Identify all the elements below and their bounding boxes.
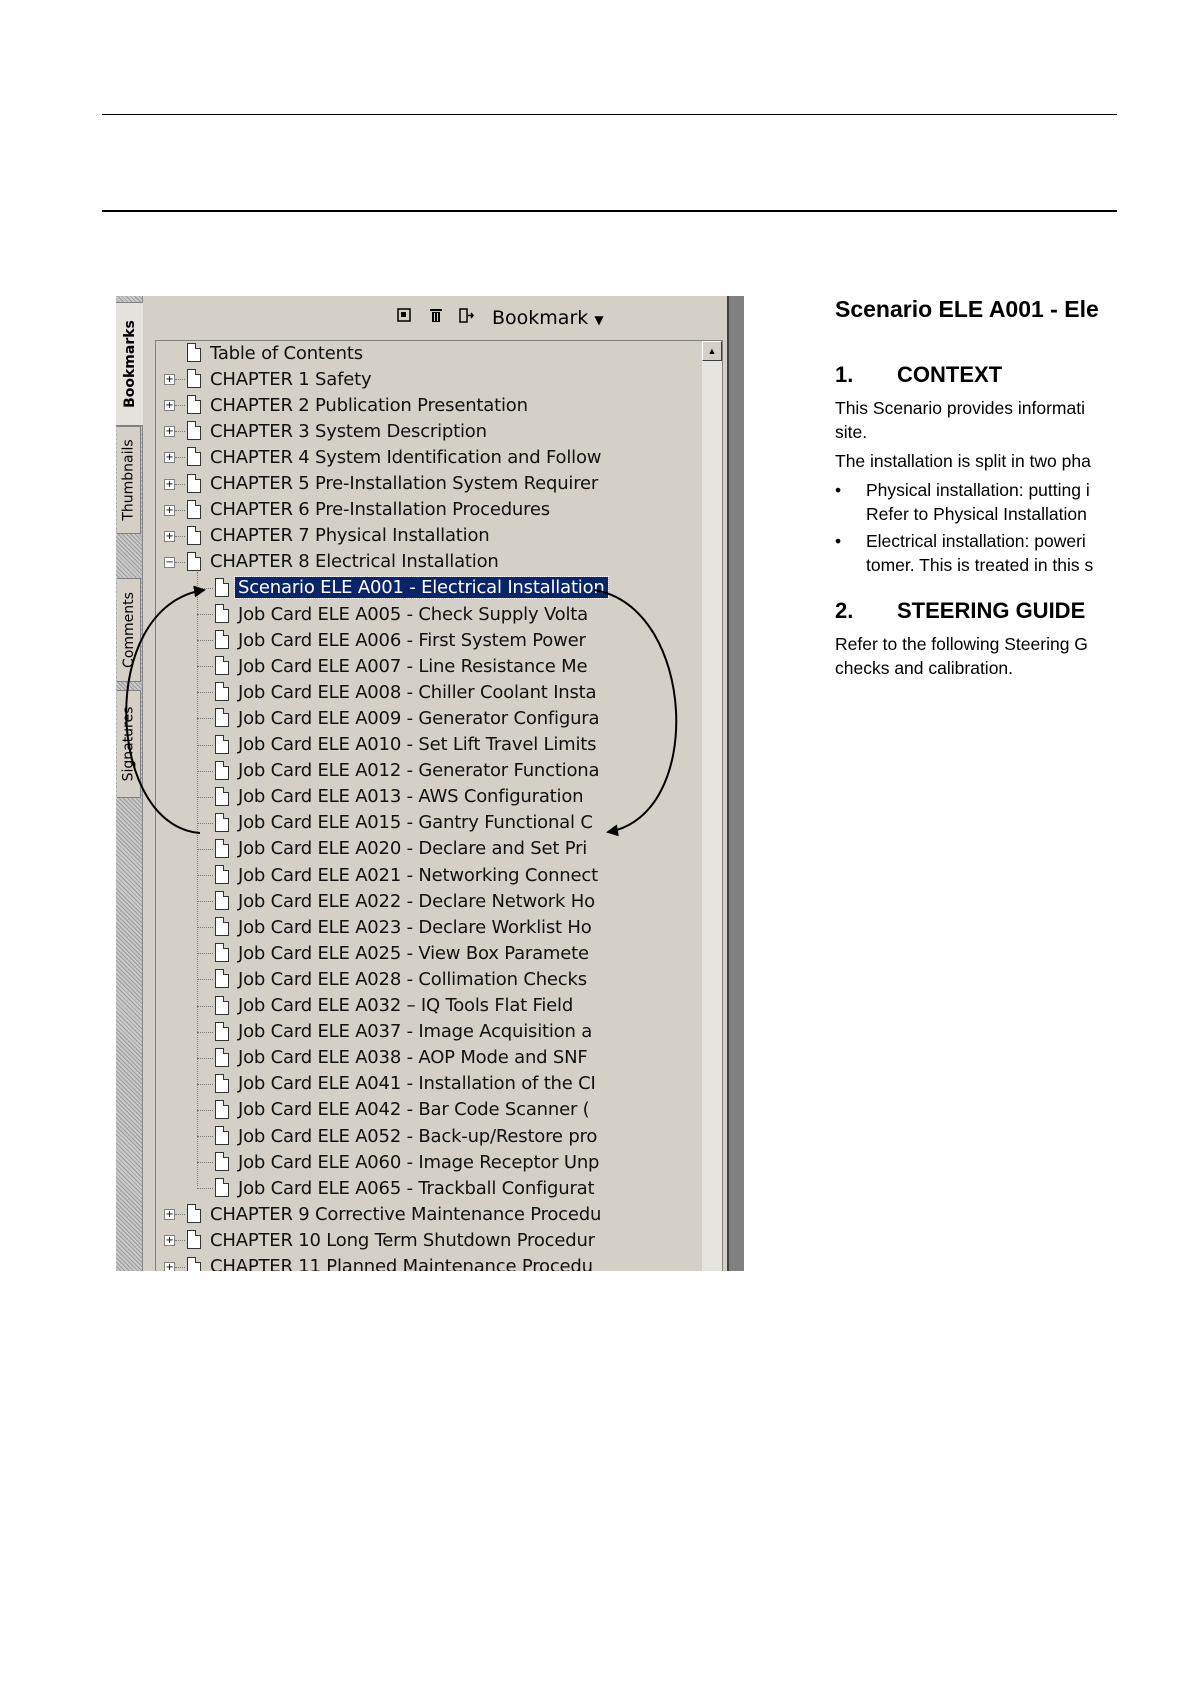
expand-icon[interactable]: + [165,426,174,438]
bookmark-label: Job Card ELE A065 - Trackball Configurat [238,1177,595,1199]
page-icon [215,996,229,1015]
tree-connector [197,1110,213,1111]
page-icon [215,865,229,884]
tree-connector [197,771,213,772]
expand-icon[interactable]: + [165,400,174,412]
collapse-icon[interactable]: − [165,556,174,568]
bookmark-child-item[interactable] [156,654,701,678]
tree-connector [175,1240,185,1241]
tree-connector [197,1058,213,1059]
tree-connector [175,431,185,432]
bookmark-label: Job Card ELE A037 - Image Acquisition a [238,1021,593,1043]
bookmark-child-item[interactable] [156,1098,701,1122]
page-icon [215,1152,229,1171]
bookmark-child-item[interactable] [156,837,701,861]
bookmark-item[interactable] [156,1202,701,1226]
bookmark-label: Job Card ELE A012 - Generator Functiona [238,760,600,782]
expand-icon[interactable]: + [165,374,174,386]
bookmark-child-item[interactable] [156,785,701,809]
page-icon [215,839,229,858]
tree-connector [175,1267,185,1268]
page-icon [187,1230,201,1249]
page-icon [215,969,229,988]
bookmark-label: Job Card ELE A009 - Generator Configura [238,707,600,729]
page-icon [215,1022,229,1041]
bookmark-label: Job Card ELE A010 - Set Lift Travel Limits [238,734,597,755]
page-icon [187,343,201,362]
expand-icon[interactable]: + [165,478,174,490]
page-icon [215,1126,229,1145]
expand-bookmark-icon[interactable] [459,308,475,324]
bookmark-item[interactable] [156,1228,701,1252]
tree-connector [197,745,213,746]
page-icon [187,500,201,519]
bookmark-label: CHAPTER 11 Planned Maintenance Procedu [210,1256,593,1271]
tree-connector [197,588,213,589]
document-preview: Scenario ELE A001 - Ele 1. CONTEXT This Scenario provides informati site. The installation is split in two pha • Physical installation: putting i Refer to Physical Installation • Electrical installation: poweri tomer. This is treated in this s 2. STEERING GUIDE Refer to the following Steering G checks and calibration. [835,296,1099,678]
bookmark-child-item[interactable] [156,706,701,730]
bookmark-child-item[interactable] [156,941,701,965]
bookmark-label: Job Card ELE A013 - AWS Configuration [238,786,584,808]
bookmark-item[interactable] [156,367,701,391]
page-icon [187,421,201,440]
bookmark-label: Table of Contents [210,342,363,364]
bookmark-item[interactable] [156,393,701,417]
bookmark-label: Job Card ELE A008 - Chiller Coolant Insta [238,681,597,703]
bookmarks-panel-screenshot [116,296,744,1271]
tab-signatures[interactable]: Signatures [117,690,141,798]
tree-connector [175,562,185,563]
page-icon [187,1204,201,1223]
section-heading-context: 1. CONTEXT [835,362,1003,387]
bookmark-item[interactable] [156,524,701,548]
page-icon [215,1048,229,1067]
page-icon [215,813,229,832]
chevron-down-icon: ▼ [594,313,604,327]
bookmark-label: Job Card ELE A006 - First System Power [238,629,586,651]
bookmark-item[interactable] [156,1255,701,1272]
expand-icon[interactable]: + [165,1235,174,1247]
bookmark-child-item[interactable] [156,1046,701,1070]
page-icon [215,917,229,936]
bookmark-item[interactable] [156,341,701,365]
tree-connector [175,379,185,380]
tree-connector [197,666,213,667]
page-icon [215,943,229,962]
tree-connector [197,1032,213,1033]
document-view-gray [729,296,744,1271]
page-icon [187,1257,201,1272]
bookmark-child-item[interactable] [156,759,701,783]
bookmark-label: CHAPTER 10 Long Term Shutdown Procedur [210,1229,595,1251]
bookmark-label: Job Card ELE A032 – IQ Tools Flat Field [238,995,574,1016]
bookmark-label: CHAPTER 8 Electrical Installation [210,551,499,573]
bookmark-label: Job Card ELE A007 - Line Resistance Me [238,655,588,677]
bookmark-item[interactable] [156,445,701,469]
expand-icon[interactable]: + [165,1209,174,1221]
page-icon [215,891,229,910]
tree-connector [197,953,213,954]
tree-connector [197,1136,213,1137]
page-icon [215,761,229,780]
bookmark-label: Job Card ELE A060 - Image Receptor Unp [238,1151,600,1173]
bookmark-child-item[interactable] [156,863,701,887]
tree-connector [197,901,213,902]
bookmark-label: Job Card ELE A025 - View Box Paramete [238,942,589,964]
bookmark-menu-button[interactable]: Bookmark ▼ [492,307,604,329]
paragraph-split: The installation is split in two pha [835,451,1091,471]
bookmark-label: Job Card ELE A042 - Bar Code Scanner ( [238,1099,590,1121]
expand-icon[interactable]: + [165,504,174,516]
tree-connector [197,692,213,693]
page-icon [187,474,201,493]
tree-connector [197,797,213,798]
bookmark-child-item[interactable] [156,1176,701,1200]
page-icon [187,447,201,466]
page-icon [187,395,201,414]
tree-connector [197,823,213,824]
bookmark-child-item[interactable] [156,915,701,939]
paragraph-steering: Refer to the following Steering G checks and calibration. [835,634,1088,678]
page-icon [187,526,201,545]
page-icon [215,1074,229,1093]
bookmark-child-item[interactable] [156,889,701,913]
bookmarks-toolbar [143,296,727,338]
tree-connector [197,1006,213,1007]
bookmarks-pane [143,296,729,1271]
tab-comments[interactable]: Comments [117,578,141,682]
tree-connector [175,510,185,511]
page-icon [215,1178,229,1197]
bookmark-item[interactable] [156,550,701,574]
expand-icon[interactable]: + [165,452,174,464]
bookmark-tree[interactable] [155,340,723,1271]
tab-thumbnails[interactable]: Thumbnails [117,426,141,534]
tree-connector [197,1162,213,1163]
expand-icon[interactable]: + [165,1261,174,1271]
page-icon [215,1100,229,1119]
page-icon [215,604,229,623]
tree-connector-vertical [197,572,198,1186]
tree-connector [197,640,213,641]
tree-connector [175,1214,185,1215]
bookmark-label: CHAPTER 9 Corrective Maintenance Procedu [210,1203,602,1225]
tree-connector [197,614,213,615]
bookmark-label: CHAPTER 5 Pre-Installation System Requirer [210,473,599,494]
header-rule-bottom [102,210,1117,212]
bookmark-label: CHAPTER 4 System Identification and Follow [210,446,602,468]
page-icon [187,552,201,571]
scroll-up-button[interactable]: ▲ [702,341,722,361]
page-icon [215,578,229,597]
bookmark-label: Job Card ELE A020 - Declare and Set Pri [238,838,588,860]
bookmark-label: Job Card ELE A015 - Gantry Functional C [238,812,593,834]
bookmark-item[interactable] [156,498,701,522]
tree-connector [175,536,185,537]
tree-connector [175,405,185,406]
tree-connector [175,484,185,485]
tree-connector [197,927,213,928]
new-bookmark-icon[interactable] [396,308,412,324]
trash-icon[interactable] [428,308,444,324]
bookmark-label: Job Card ELE A041 - Installation of the CI [238,1073,596,1095]
document-title: Scenario ELE A001 - Ele [835,296,1099,322]
expand-icon[interactable]: + [165,530,174,542]
bookmark-label: CHAPTER 2 Publication Presentation [210,394,528,416]
bookmark-child-item[interactable] [156,680,701,704]
bookmark-child-item[interactable] [156,1020,701,1044]
bookmark-label: Job Card ELE A005 - Check Supply Volta [238,603,588,625]
bookmark-item[interactable] [156,419,701,443]
bookmark-label: Job Card ELE A023 - Declare Worklist Ho [238,916,592,938]
bookmark-child-item[interactable] [156,602,701,626]
bookmark-label: Job Card ELE A038 - AOP Mode and SNF [238,1047,588,1069]
page-icon [215,787,229,806]
section-heading-steering-guide: 2. STEERING GUIDE [835,598,1086,623]
bookmark-child-item[interactable] [156,1150,701,1174]
bookmark-label: Job Card ELE A022 - Declare Network Ho [238,890,595,912]
bookmark-label: Job Card ELE A021 - Networking Connect [238,864,598,886]
bookmark-child-item[interactable] [156,576,701,600]
tree-connector [197,718,213,719]
header-rule-top [102,114,1117,115]
tree-connector [197,1084,213,1085]
tree-connector [175,457,185,458]
bookmark-label: Scenario ELE A001 - Electrical Installation [235,577,608,598]
bookmark-child-item[interactable] [156,994,701,1018]
bookmark-child-item[interactable] [156,1072,701,1096]
bookmark-label: CHAPTER 7 Physical Installation [210,525,490,547]
tree-connector [197,875,213,876]
tree-connector [197,1188,213,1189]
bookmark-label: CHAPTER 6 Pre-Installation Procedures [210,499,550,521]
page-icon [215,630,229,649]
bookmark-item[interactable] [156,472,701,496]
page-icon [215,708,229,727]
page-icon [215,656,229,675]
scrollbar-track[interactable] [702,361,722,1271]
bookmark-child-item[interactable] [156,733,701,757]
tree-connector [197,979,213,980]
bookmark-label: CHAPTER 1 Safety [210,368,372,390]
page-icon [187,369,201,388]
bookmark-child-item[interactable] [156,811,701,835]
page-icon [215,735,229,754]
page-icon [215,682,229,701]
paragraph-intro: This Scenario provides informati site. [835,398,1085,442]
bookmark-label: Job Card ELE A028 - Collimation Checks [238,968,587,990]
bookmark-label: CHAPTER 3 System Description [210,420,487,442]
bookmark-child-item[interactable] [156,1124,701,1148]
bookmark-label: Job Card ELE A052 - Back-up/Restore pro [238,1125,598,1147]
tree-connector [197,849,213,850]
tab-bookmarks[interactable]: Bookmarks [116,302,143,426]
bookmark-child-item[interactable] [156,628,701,652]
bookmark-child-item[interactable] [156,967,701,991]
